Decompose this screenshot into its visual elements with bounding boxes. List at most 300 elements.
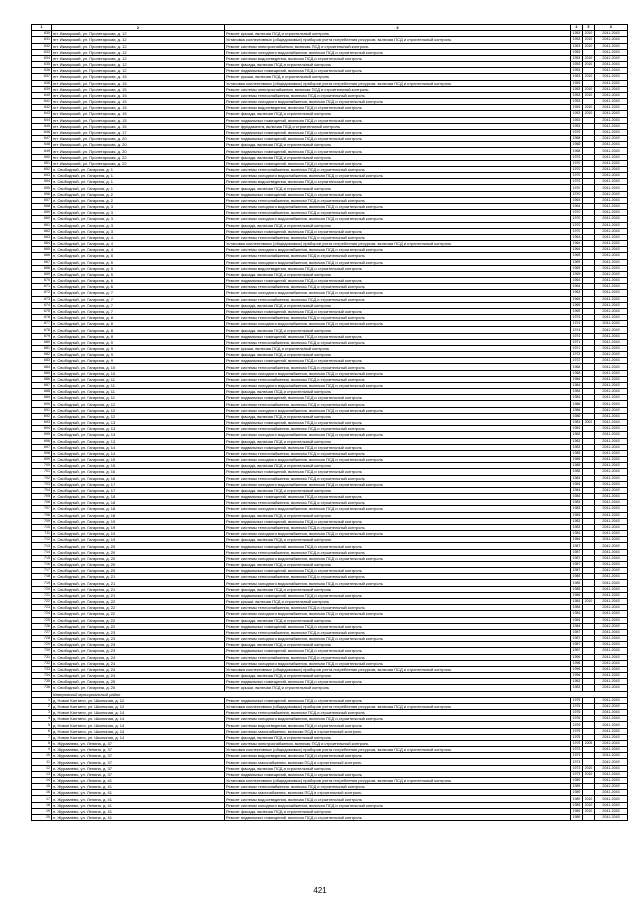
last-repair-year-cell: 2010	[583, 37, 595, 43]
work-type-cell: Ремонт подвальных помещений, включая ПСД и строительный контроль	[225, 815, 571, 821]
build-year-cell: 1984	[571, 389, 583, 395]
page-number: 421	[313, 886, 327, 895]
address-cell: п. Свободный, ул. Гагарина, д. 4	[52, 241, 225, 247]
row-number: 721	[32, 592, 52, 598]
address-cell: п. Свободный, ул. Гагарина, д. 2	[52, 197, 225, 203]
row-number: 717	[32, 568, 52, 574]
planned-period-cell: 2041-2043	[595, 802, 628, 808]
address-cell: п. Свободный, ул. Гагарина, д. 2	[52, 191, 225, 197]
planned-period-cell: 2041-2043	[595, 537, 628, 543]
planned-period-cell: 2041-2043	[595, 315, 628, 321]
planned-period-cell: 2041-2043	[595, 463, 628, 469]
work-type-cell: Ремонт подвальных помещений, включая ПСД и строительный контроль	[225, 160, 571, 166]
document-page	[31, 24, 620, 821]
work-type-cell: Ремонт подвальных помещений, включая ПСД и строительный контроль	[225, 136, 571, 142]
row-number: 704	[32, 487, 52, 493]
row-number: 646	[32, 129, 52, 135]
work-type-cell: Ремонт системы холодного водоснабжения, включая ПСД и строительный контроль	[225, 99, 571, 105]
work-type-cell: Ремонт системы теплоснабжения, включая ПСД и строительный контроль	[225, 605, 571, 611]
work-type-cell: Ремонт подвальных помещений, включая ПСД и строительный контроль	[225, 420, 571, 426]
address-cell: п. Свободный, ул. Гагарина, д. 25	[52, 679, 225, 685]
build-year-cell: 1968	[571, 364, 583, 370]
work-type-cell: Ремонт крыши, включая ПСД и строительный контроль	[225, 74, 571, 80]
work-type-cell: Ремонт системы водоотведения, включая ПСД и строительный контроль	[225, 105, 571, 111]
planned-period-cell: 2041-2043	[595, 296, 628, 302]
last-repair-year-cell	[583, 815, 595, 821]
address-cell: п. Журавлево, ул. Ленина, д. 41	[52, 815, 225, 821]
build-year-cell: 1986	[571, 413, 583, 419]
planned-period-cell: 2041-2043	[595, 426, 628, 432]
planned-period-cell: 2041-2043	[595, 271, 628, 277]
work-type-cell: Ремонт подвальных помещений, включая ПСД и строительный контроль	[225, 129, 571, 135]
planned-period-cell: 2041-2043	[595, 191, 628, 197]
work-type-cell: Ремонт системы теплоснабжения, включая ПСД и строительный контроль	[225, 253, 571, 259]
planned-period-cell: 2041-2043	[595, 642, 628, 648]
build-year-cell: 1987	[571, 555, 583, 561]
address-cell: п. Свободный, ул. Гагарина, д. 18	[52, 494, 225, 500]
work-type-cell: Ремонт системы холодного водоснабжения, включая ПСД и строительный контроль	[225, 660, 571, 666]
row-number: 700	[32, 463, 52, 469]
address-cell: п. Свободный, ул. Гагарина, д. 11	[52, 382, 225, 388]
planned-period-cell: 2041-2043	[595, 592, 628, 598]
row-number: 674	[32, 302, 52, 308]
row-number: 702	[32, 475, 52, 481]
work-type-cell: Ремонт системы теплоснабжения, включая ПСД и строительный контроль	[225, 339, 571, 345]
row-number: 691	[32, 407, 52, 413]
address-cell: п. Журавлево, ул. Ленина, д. 41	[52, 802, 225, 808]
work-type-cell: Ремонт подвальных помещений, включая ПСД и строительный контроль	[225, 771, 571, 777]
address-cell: п. Свободный, ул. Гагарина, д. 20	[52, 568, 225, 574]
build-year-cell: 1964	[571, 284, 583, 290]
planned-period-cell: 2041-2043	[595, 666, 628, 672]
row-number: 634	[32, 55, 52, 61]
address-cell: пгт Ижморский, ул. Пролетарская, д. 15	[52, 92, 225, 98]
address-cell: д. Новое Калтино, ул. Школьная, д. 14	[52, 734, 225, 740]
address-cell: п. Свободный, ул. Гагарина, д. 23	[52, 648, 225, 654]
row-number: 653	[32, 173, 52, 179]
row-number: 685	[32, 370, 52, 376]
work-type-cell: Установка коллективных (общедомовых) приборов учета потребления ресурсов, включая ПСД и строительный контроль	[225, 80, 571, 86]
address-cell: п. Свободный, ул. Гагарина, д. 5	[52, 259, 225, 265]
build-year-cell: 1953	[571, 92, 583, 98]
build-year-cell: 1973	[571, 753, 583, 759]
planned-period-cell: 2041-2043	[595, 364, 628, 370]
work-type-cell: Установка коллективных (общедомовых) приборов учета потребления ресурсов, включая ПСД и строительный контроль	[225, 703, 571, 709]
build-year-cell: 1983	[571, 444, 583, 450]
repair-program-table	[31, 24, 628, 821]
planned-period-cell: 2041-2043	[595, 444, 628, 450]
planned-period-cell: 2041-2043	[595, 278, 628, 284]
row-number: 672	[32, 290, 52, 296]
work-type-cell: Ремонт крыши, включая ПСД и строительный контроль	[225, 345, 571, 351]
build-year-cell: 1987	[571, 642, 583, 648]
address-cell: пгт Ижморский, ул. Пролетарская, д. 15	[52, 80, 225, 86]
build-year-cell: 1989	[571, 796, 583, 802]
planned-period-cell: 2041-2043	[595, 234, 628, 240]
build-year-cell: 1975	[571, 728, 583, 734]
planned-period-cell: 2041-2043	[595, 506, 628, 512]
build-year-cell: 1984	[571, 611, 583, 617]
build-year-cell: 1975	[571, 703, 583, 709]
work-type-cell: Ремонт системы теплоснабжения, включая ПСД и строительный контроль	[225, 284, 571, 290]
row-number: 678	[32, 327, 52, 333]
work-type-cell: Ремонт подвальных помещений, включая ПСД и строительный контроль	[225, 358, 571, 364]
address-cell: п. Журавлево, ул. Ленина, д. 41	[52, 796, 225, 802]
last-repair-year-cell: 2010	[583, 31, 595, 37]
build-year-cell: 1996	[571, 660, 583, 666]
address-cell: п. Свободный, ул. Гагарина, д. 21	[52, 586, 225, 592]
address-cell: п. Свободный, ул. Гагарина, д. 3	[52, 228, 225, 234]
address-cell: п. Свободный, ул. Гагарина, д. 23	[52, 642, 225, 648]
work-type-cell: Ремонт фасада, включая ПСД и строительный контроль	[225, 673, 571, 679]
build-year-cell: 1953	[571, 80, 583, 86]
work-type-cell: Ремонт системы электроснабжения, включая ПСД и строительный контроль	[225, 740, 571, 746]
last-repair-year-cell: 2010	[583, 92, 595, 98]
work-type-cell: Ремонт фасада, включая ПСД и строительный контроль	[225, 327, 571, 333]
address-cell: п. Свободный, ул. Гагарина, д. 20	[52, 543, 225, 549]
work-type-cell: Ремонт системы электроснабжения, включая ПСД и строительный контроль	[225, 86, 571, 92]
address-cell: пгт Ижморский, ул. Пролетарская, д. 15	[52, 74, 225, 80]
row-number: 681	[32, 345, 52, 351]
address-cell: пгт Ижморский, ул. Пролетарская, д. 12	[52, 31, 225, 37]
planned-period-cell: 2041-2043	[595, 611, 628, 617]
work-type-cell: Ремонт подвальных помещений, включая ПСД и строительный контроль	[225, 568, 571, 574]
address-cell: п. Свободный, ул. Гагарина, д. 1	[52, 185, 225, 191]
row-number: 633	[32, 49, 52, 55]
address-cell: п. Свободный, ул. Гагарина, д. 21	[52, 580, 225, 586]
work-type-cell: Ремонт подвальных помещений, включая ПСД и строительный контроль	[225, 308, 571, 314]
last-repair-year-cell: 2010	[583, 808, 595, 814]
planned-period-cell: 2041-2043	[595, 302, 628, 308]
address-cell: п. Свободный, ул. Гагарина, д. 15	[52, 463, 225, 469]
build-year-cell: 1974	[571, 327, 583, 333]
work-type-cell: Ремонт системы холодного водоснабжения, включая ПСД и строительный контроль	[225, 457, 571, 463]
last-repair-year-cell: 2010	[583, 796, 595, 802]
row-number: 667	[32, 259, 52, 265]
address-cell: п. Свободный, ул. Гагарина, д. 22	[52, 598, 225, 604]
build-year-cell: 1968	[571, 142, 583, 148]
address-cell: п. Свободный, ул. Гагарина, д. 1	[52, 173, 225, 179]
planned-period-cell: 2041-2043	[595, 734, 628, 740]
address-cell: п. Свободный, ул. Гагарина, д. 6	[52, 284, 225, 290]
build-year-cell: 1984	[571, 537, 583, 543]
work-type-cell: Ремонт фасада, включая ПСД и строительный контроль	[225, 463, 571, 469]
last-repair-year-cell: 2010	[583, 74, 595, 80]
address-cell: п. Свободный, ул. Гагарина, д. 19	[52, 524, 225, 530]
row-number: 676	[32, 315, 52, 321]
row-number: 703	[32, 481, 52, 487]
address-cell: п. Свободный, ул. Гагарина, д. 24	[52, 673, 225, 679]
planned-period-cell: 2041-2043	[595, 636, 628, 642]
work-type-cell: Ремонт системы водоотведения, включая ПСД и строительный контроль	[225, 722, 571, 728]
build-year-cell: 1969	[571, 308, 583, 314]
row-number: 656	[32, 191, 52, 197]
row-number: 648	[32, 142, 52, 148]
planned-period-cell: 2041-2043	[595, 598, 628, 604]
address-cell: п. Свободный, ул. Гагарина, д. 14	[52, 450, 225, 456]
address-cell: пгт Ижморский, ул. Пролетарская, д. 12	[52, 55, 225, 61]
build-year-cell: 1985	[571, 469, 583, 475]
build-year-cell: 1973	[571, 765, 583, 771]
row-number: 6	[32, 728, 52, 734]
work-type-cell: Ремонт системы теплоснабжения, включая ПСД и строительный контроль	[225, 450, 571, 456]
row-number: 20	[32, 815, 52, 821]
build-year-cell: 1989	[571, 777, 583, 783]
build-year-cell: 1970	[571, 166, 583, 172]
row-number: 669	[32, 271, 52, 277]
planned-period-cell: 2041-2043	[595, 345, 628, 351]
planned-period-cell: 2041-2043	[595, 241, 628, 247]
row-number: 715	[32, 555, 52, 561]
row-number: 664	[32, 241, 52, 247]
address-cell: п. Свободный, ул. Гагарина, д. 24	[52, 660, 225, 666]
planned-period-cell: 2041-2043	[595, 210, 628, 216]
work-type-cell: Ремонт системы теплоснабжения, включая ПСД и строительный контроль	[225, 574, 571, 580]
work-type-cell: Ремонт фасада, включая ПСД и строительный контроль	[225, 222, 571, 228]
work-type-cell: Ремонт системы холодного водоснабжения, включая ПСД и строительный контроль	[225, 203, 571, 209]
planned-period-cell: 2041-2043	[595, 450, 628, 456]
build-year-cell: 1953	[571, 43, 583, 49]
build-year-cell: 1989	[571, 790, 583, 796]
build-year-cell: 1953	[571, 86, 583, 92]
last-repair-year-cell: 2010	[583, 771, 595, 777]
row-number: 631	[32, 37, 52, 43]
planned-period-cell: 2041-2043	[595, 62, 628, 68]
row-number: 663	[32, 234, 52, 240]
build-year-cell: 1987	[571, 543, 583, 549]
address-cell: пгт Ижморский, ул. Пролетарская, д. 20	[52, 142, 225, 148]
planned-period-cell: 2041-2043	[595, 771, 628, 777]
address-cell: пгт Ижморский, ул. Пролетарская, д. 15	[52, 123, 225, 129]
address-cell: п. Свободный, ул. Гагарина, д. 9	[52, 358, 225, 364]
row-number: 657	[32, 197, 52, 203]
build-year-cell: 1989	[571, 784, 583, 790]
row-number: 720	[32, 586, 52, 592]
row-number: 636	[32, 68, 52, 74]
planned-period-cell: 2041-2043	[595, 784, 628, 790]
build-year-cell: 1970	[571, 160, 583, 166]
build-year-cell: 1984	[571, 376, 583, 382]
row-number: 15	[32, 784, 52, 790]
work-type-cell: Ремонт фасада, включая ПСД и строительный контроль	[225, 271, 571, 277]
row-number: 635	[32, 62, 52, 68]
work-type-cell: Ремонт системы холодного водоснабжения, включая ПСД и строительный контроль	[225, 555, 571, 561]
planned-period-cell: 2041-2043	[595, 247, 628, 253]
planned-period-cell: 2041-2043	[595, 68, 628, 74]
planned-period-cell: 2041-2043	[595, 512, 628, 518]
build-year-cell: 1973	[571, 771, 583, 777]
planned-period-cell: 2041-2043	[595, 370, 628, 376]
last-repair-year-cell: 2006	[583, 740, 595, 746]
build-year-cell: 1970	[571, 173, 583, 179]
address-cell: п. Журавлево, ул. Ленина, д. 41	[52, 784, 225, 790]
build-year-cell: 1983	[571, 432, 583, 438]
row-number: 5	[32, 722, 52, 728]
row-number: 632	[32, 43, 52, 49]
row-number: 701	[32, 469, 52, 475]
build-year-cell: 1964	[571, 241, 583, 247]
planned-period-cell: 2041-2043	[595, 358, 628, 364]
build-year-cell: 1963	[571, 290, 583, 296]
last-repair-year-cell: 2010	[583, 62, 595, 68]
planned-period-cell: 2041-2043	[595, 728, 628, 734]
build-year-cell: 1953	[571, 111, 583, 117]
planned-period-cell: 2041-2043	[595, 253, 628, 259]
address-cell: п. Журавлево, ул. Ленина, д. 37	[52, 753, 225, 759]
work-type-cell: Ремонт подвальных помещений, включая ПСД и строительный контроль	[225, 278, 571, 284]
work-type-cell: Ремонт подвальных помещений, включая ПСД и строительный контроль	[225, 395, 571, 401]
address-cell: п. Свободный, ул. Гагарина, д. 3	[52, 203, 225, 209]
work-type-cell: Ремонт подвальных помещений, включая ПСД и строительный контроль	[225, 191, 571, 197]
row-number: 16	[32, 790, 52, 796]
address-cell: п. Журавлево, ул. Ленина, д. 37	[52, 759, 225, 765]
planned-period-cell: 2041-2043	[595, 673, 628, 679]
work-type-cell: Ремонт подвальных помещений, включая ПСД и строительный контроль	[225, 228, 571, 234]
work-type-cell: Ремонт системы теплоснабжения, включая ПСД и строительный контроль	[225, 475, 571, 481]
row-number: 719	[32, 580, 52, 586]
build-year-cell: 1984	[571, 494, 583, 500]
work-type-cell: Установка коллективных (общедомовых) приборов учета потребления ресурсов, включая ПСД и строительный контроль	[225, 666, 571, 672]
work-type-cell: Ремонт системы теплоснабжения, включая ПСД и строительный контроль	[225, 376, 571, 382]
row-number: 643	[32, 111, 52, 117]
work-type-cell: Ремонт системы теплоснабжения, включая ПСД и строительный контроль	[225, 364, 571, 370]
row-number: 673	[32, 296, 52, 302]
planned-period-cell: 2041-2043	[595, 586, 628, 592]
row-number: 696	[32, 438, 52, 444]
address-cell: п. Свободный, ул. Гагарина, д. 7	[52, 308, 225, 314]
address-cell: п. Свободный, ул. Гагарина, д. 13	[52, 420, 225, 426]
build-year-cell: 1985	[571, 463, 583, 469]
planned-period-cell: 2041-2043	[595, 765, 628, 771]
column-header: 4	[571, 25, 583, 31]
work-type-cell: Ремонт системы холодного водоснабжения, включая ПСД и строительный контроль	[225, 636, 571, 642]
row-number: 670	[32, 278, 52, 284]
build-year-cell: 1974	[571, 333, 583, 339]
work-type-cell: Ремонт системы холодного водоснабжения, включая ПСД и строительный контроль	[225, 716, 571, 722]
work-type-cell: Ремонт фасада, включая ПСД и строительный контроль	[225, 617, 571, 623]
column-header: 2	[52, 25, 225, 31]
planned-period-cell: 2041-2043	[595, 86, 628, 92]
address-cell: п. Свободный, ул. Гагарина, д. 21	[52, 592, 225, 598]
address-cell: п. Свободный, ул. Гагарина, д. 18	[52, 512, 225, 518]
row-number: 706	[32, 500, 52, 506]
row-number: 736	[32, 685, 52, 691]
address-cell: п. Свободный, ул. Гагарина, д. 12	[52, 401, 225, 407]
address-cell: п. Свободный, ул. Гагарина, д. 20	[52, 561, 225, 567]
planned-period-cell: 2041-2043	[595, 290, 628, 296]
work-type-cell: Ремонт системы теплоснабжения, включая ПСД и строительный контроль	[225, 210, 571, 216]
planned-period-cell: 2041-2043	[595, 333, 628, 339]
address-cell: п. Журавлево, ул. Ленина, д. 37	[52, 771, 225, 777]
address-cell: п. Свободный, ул. Гагарина, д. 19	[52, 531, 225, 537]
row-number: 728	[32, 636, 52, 642]
work-type-cell: Ремонт фасада, включая ПСД и строительный контроль	[225, 142, 571, 148]
work-type-cell: Ремонт системы холодного водоснабжения, включая ПСД и строительный контроль	[225, 580, 571, 586]
row-number: 732	[32, 660, 52, 666]
address-cell: пгт Ижморский, ул. Пролетарская, д. 22	[52, 160, 225, 166]
work-type-cell: Ремонт системы газоснабжения, включая ПСД и строительный контроль	[225, 728, 571, 734]
row-number: 708	[32, 512, 52, 518]
address-cell: п. Свободный, ул. Гагарина, д. 10	[52, 370, 225, 376]
row-number: 711	[32, 531, 52, 537]
column-header: 6	[595, 25, 628, 31]
work-type-cell: Ремонт подвальных помещений, включая ПСД и строительный контроль	[225, 333, 571, 339]
planned-period-cell: 2041-2043	[595, 179, 628, 185]
row-number: 724	[32, 611, 52, 617]
work-type-cell: Ремонт системы холодного водоснабжения, включая ПСД и строительный контроль	[225, 481, 571, 487]
work-type-cell: Ремонт системы холодного водоснабжения, включая ПСД и строительный контроль	[225, 432, 571, 438]
row-number: 695	[32, 432, 52, 438]
build-year-cell: 1984	[571, 475, 583, 481]
build-year-cell: 1972	[571, 358, 583, 364]
build-year-cell: 1970	[571, 216, 583, 222]
address-cell: п. Свободный, ул. Гагарина, д. 21	[52, 574, 225, 580]
last-repair-year-cell: 2002	[583, 420, 595, 426]
build-year-cell: 1973	[571, 747, 583, 753]
row-number: 675	[32, 308, 52, 314]
address-cell: п. Свободный, ул. Гагарина, д. 11	[52, 389, 225, 395]
build-year-cell: 1970	[571, 210, 583, 216]
address-cell: п. Свободный, ул. Гагарина, д. 5	[52, 253, 225, 259]
planned-period-cell: 2041-2043	[595, 475, 628, 481]
work-type-cell: Ремонт фасада, включая ПСД и строительный контроль	[225, 352, 571, 358]
planned-period-cell: 2041-2043	[595, 142, 628, 148]
work-type-cell: Ремонт системы теплоснабжения, включая ПСД и строительный контроль	[225, 197, 571, 203]
address-cell: п. Свободный, ул. Гагарина, д. 8	[52, 327, 225, 333]
work-type-cell: Ремонт системы теплоснабжения, включая ПСД и строительный контроль	[225, 426, 571, 432]
planned-period-cell: 2041-2043	[595, 389, 628, 395]
work-type-cell: Ремонт подвальных помещений, включая ПСД и строительный контроль	[225, 518, 571, 524]
build-year-cell: 1987	[571, 648, 583, 654]
build-year-cell: 1974	[571, 321, 583, 327]
planned-period-cell: 2041-2043	[595, 55, 628, 61]
row-number: 7	[32, 734, 52, 740]
row-number: 694	[32, 426, 52, 432]
address-cell: п. Свободный, ул. Гагарина, д. 22	[52, 617, 225, 623]
row-number: 640	[32, 92, 52, 98]
address-cell: д. Новое Калтино, ул. Школьная, д. 14	[52, 710, 225, 716]
build-year-cell: 1964	[571, 234, 583, 240]
row-number: 727	[32, 629, 52, 635]
build-year-cell: 1983	[571, 512, 583, 518]
row-number: 19	[32, 808, 52, 814]
build-year-cell: 1983	[571, 518, 583, 524]
table-row	[32, 815, 628, 821]
work-type-cell: Ремонт подвальных помещений, включая ПСД и строительный контроль	[225, 648, 571, 654]
address-cell: пгт Ижморский, ул. Пролетарская, д. 12	[52, 68, 225, 74]
planned-period-cell: 2041-2043	[595, 432, 628, 438]
planned-period-cell: 2041-2043	[595, 376, 628, 382]
build-year-cell: 1953	[571, 62, 583, 68]
planned-period-cell: 2041-2043	[595, 654, 628, 660]
work-type-cell: Ремонт системы холодного водоснабжения, включая ПСД и строительный контроль	[225, 611, 571, 617]
build-year-cell: 1976	[571, 722, 583, 728]
last-repair-year-cell: 2010	[583, 802, 595, 808]
address-cell: пгт Ижморский, ул. Пролетарская, д. 12	[52, 49, 225, 55]
address-cell: п. Свободный, ул. Гагарина, д. 8	[52, 315, 225, 321]
build-year-cell: 1983	[571, 685, 583, 691]
address-cell: п. Свободный, ул. Гагарина, д. 16	[52, 475, 225, 481]
row-number: 730	[32, 648, 52, 654]
planned-period-cell: 2041-2043	[595, 308, 628, 314]
address-cell: п. Свободный, ул. Гагарина, д. 16	[52, 469, 225, 475]
work-type-cell: Установка коллективных (общедомовых) приборов учета потребления ресурсов, включая ПСД и строительный контроль	[225, 747, 571, 753]
address-cell: д. Новое Калтино, ул. Школьная, д. 14	[52, 728, 225, 734]
row-number: 4	[32, 716, 52, 722]
work-type-cell: Ремонт системы холодного водоснабжения, включая ПСД и строительный контроль	[225, 216, 571, 222]
last-repair-year-cell: 2010	[583, 765, 595, 771]
build-year-cell: 1964	[571, 278, 583, 284]
